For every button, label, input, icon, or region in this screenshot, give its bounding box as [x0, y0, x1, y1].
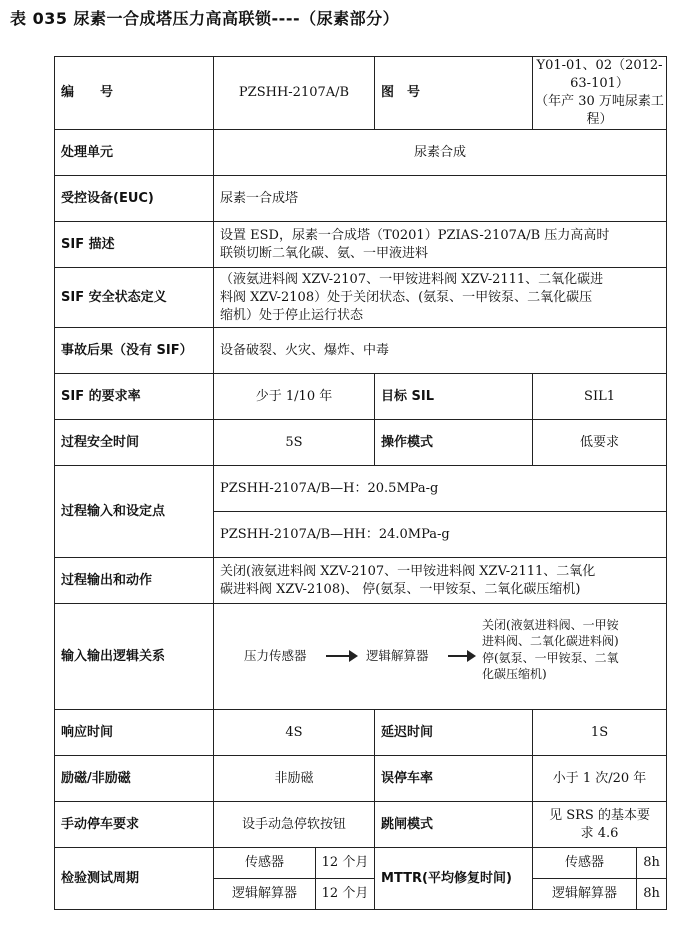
- drawing-value: [533, 57, 667, 130]
- row-unit: [55, 130, 667, 176]
- row-response: [55, 710, 667, 756]
- row-input-h: [55, 466, 667, 512]
- test-solver: 逻辑解算器: [214, 879, 316, 910]
- logic-solver: 逻辑解算器: [366, 647, 429, 663]
- logic-outcome: [482, 617, 619, 683]
- outputs-label: 过程输出和动作: [55, 558, 214, 604]
- mttr-sensor-value: 8h: [637, 848, 667, 879]
- excitation-value: 非励磁: [214, 756, 375, 802]
- delay-value: 1S: [533, 710, 667, 756]
- outputs-line1: 关闭(液氨进料阀 XZV-2107、一甲铵进料阀 XZV-2111、二氧化: [220, 563, 596, 579]
- input-h-value: PZSHH-2107A/B—H：20.5MPa-g: [214, 466, 667, 512]
- logic-out-line4: 化碳压缩机): [482, 667, 547, 681]
- sil-value: SIL1: [533, 374, 667, 420]
- demand-label: SIF 的要求率: [55, 374, 214, 420]
- consequence-label: 事故后果（没有 SIF）: [55, 328, 214, 374]
- row-consequence: [55, 328, 667, 374]
- sil-label: 目标 SIL: [375, 374, 533, 420]
- unit-value: 尿素合成: [214, 130, 667, 176]
- logic-out-line3: 停(氨泵、一甲铵泵、二氧: [482, 650, 619, 665]
- row-outputs: [55, 558, 667, 604]
- row-safe-state: [55, 268, 667, 328]
- logic-flow: [214, 604, 667, 710]
- row-excitation: [55, 756, 667, 802]
- reset-value: [533, 802, 667, 848]
- row-process-time: [55, 420, 667, 466]
- row-euc: [55, 176, 667, 222]
- safe-state-value: [214, 268, 667, 328]
- reset-line2: 求 4.6: [580, 825, 619, 841]
- safe-state-line1: （液氨进料阀 XZV-2107、一甲铵进料阀 XZV-2111、二氧化碳进: [220, 271, 604, 287]
- number-value: PZSHH-2107A/B: [214, 57, 375, 130]
- test-label: 检验测试周期: [55, 848, 214, 910]
- response-value: 4S: [214, 710, 375, 756]
- test-sensor: 传感器: [214, 848, 316, 879]
- logic-out-line1: 关闭(液氨进料阀、一甲铵: [482, 617, 619, 632]
- consequence-value: 设备破裂、火灾、爆炸、中毒: [214, 328, 667, 374]
- reset-label: 跳闸模式: [375, 802, 533, 848]
- mttr-solver-value: 8h: [637, 879, 667, 910]
- mode-label: 操作模式: [375, 420, 533, 466]
- logic-sensor: 压力传感器: [244, 647, 307, 663]
- row-manual: [55, 802, 667, 848]
- inputs-label: 过程输入和设定点: [55, 466, 214, 558]
- excitation-label: 励磁/非励磁: [55, 756, 214, 802]
- test-sensor-period: 12 个月: [316, 848, 375, 879]
- safe-state-line3: 缩机）处于停止运行状态: [220, 307, 364, 323]
- unit-label: 处理单元: [55, 130, 214, 176]
- process-time-label: 过程安全时间: [55, 420, 214, 466]
- row-logic: [55, 604, 667, 710]
- delay-label: 延迟时间: [375, 710, 533, 756]
- logic-out-line2: 进料阀、二氧化碳进料阀): [482, 634, 619, 648]
- drawing-line1: Y01-01、02（2012-63-101）: [536, 58, 663, 91]
- process-time-value: 5S: [214, 420, 375, 466]
- mttr-solver: 逻辑解算器: [533, 879, 637, 910]
- row-sif-desc: [55, 222, 667, 268]
- response-label: 响应时间: [55, 710, 214, 756]
- euc-label: 受控设备(EUC): [55, 176, 214, 222]
- row-test-sensor: [55, 848, 667, 879]
- outputs-line2: 碳进料阀 XZV-2108)、 停(氨泵、一甲铵泵、二氧化碳压缩机): [220, 581, 581, 597]
- drawing-line2: （年产 30 万吨尿素工程）: [535, 94, 664, 127]
- drawing-label: 图 号: [375, 57, 533, 130]
- row-demand: [55, 374, 667, 420]
- trip-label: 误停车率: [375, 756, 533, 802]
- logic-diagram: [220, 605, 660, 709]
- euc-value: 尿素一合成塔: [214, 176, 667, 222]
- mttr-sensor: 传感器: [533, 848, 637, 879]
- sif-desc-value: [214, 222, 667, 268]
- mttr-label: MTTR(平均修复时间): [375, 848, 533, 910]
- arrow-right-icon: [326, 655, 356, 657]
- sif-desc-line1: 设置 ESD，尿素一合成塔（T0201）PZIAS-2107A/B 压力高高时: [220, 227, 610, 243]
- row-number: [55, 57, 667, 130]
- sif-desc-label: SIF 描述: [55, 222, 214, 268]
- manual-value: 设手动急停软按钮: [214, 802, 375, 848]
- demand-value: 少于 1/10 年: [214, 374, 375, 420]
- trip-value: 小于 1 次/20 年: [533, 756, 667, 802]
- arrow-right-icon: [448, 655, 474, 657]
- sif-desc-line2: 联锁切断二氧化碳、氨、一甲液进料: [220, 245, 429, 261]
- sif-table: [54, 56, 667, 910]
- safe-state-label: SIF 安全状态定义: [55, 268, 214, 328]
- outputs-value: [214, 558, 667, 604]
- number-label: 编 号: [55, 57, 214, 130]
- mode-value: 低要求: [533, 420, 667, 466]
- page-title: 表 035 尿素一合成塔压力高高联锁----（尿素部分）: [10, 9, 400, 28]
- logic-label: 输入输出逻辑关系: [55, 604, 214, 710]
- reset-line1: 见 SRS 的基本要: [549, 807, 650, 823]
- safe-state-line2: 料阀 XZV-2108）处于关闭状态、(氨泵、一甲铵泵、二氧化碳压: [220, 289, 593, 305]
- manual-label: 手动停车要求: [55, 802, 214, 848]
- input-hh-value: PZSHH-2107A/B—HH：24.0MPa-g: [214, 512, 667, 558]
- test-solver-period: 12 个月: [316, 879, 375, 910]
